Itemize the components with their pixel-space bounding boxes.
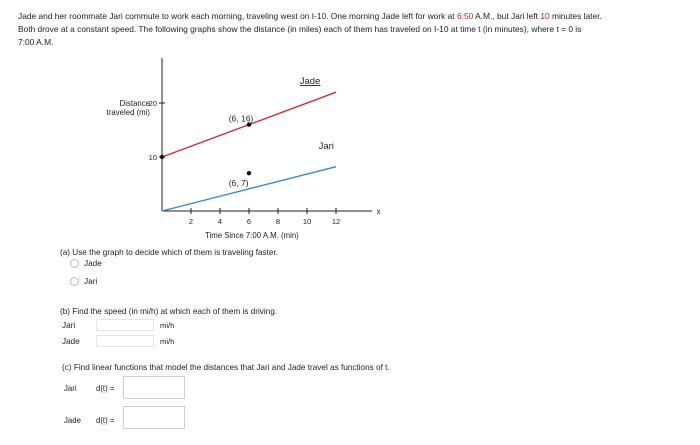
x-tick-label: 2 xyxy=(188,217,194,226)
intro-text: A.M., but Jari left xyxy=(473,11,541,21)
x-tick-label: 12 xyxy=(331,217,341,226)
series-label-jade: Jade xyxy=(299,76,321,88)
data-point xyxy=(247,171,251,175)
part-a-question: (a) Use the graph to decide which of them is traveling faster. xyxy=(60,248,278,257)
series-label-jari: Jari xyxy=(318,140,334,152)
distance-time-chart xyxy=(80,58,390,248)
radio-option-jari[interactable] xyxy=(70,277,97,286)
x-tick-label: 6 xyxy=(246,217,252,226)
speed-input-jari[interactable] xyxy=(96,319,154,331)
y-tick-label: 10 xyxy=(148,153,157,162)
point-label: (6, 7) xyxy=(228,178,249,189)
part-b-question: (b) Find the speed (in mi/h) at which each of them is driving. xyxy=(60,307,278,316)
intro-text: Jade and her roommate Jari commute to work each morning, traveling west on I-10. One morning Jade left for work at xyxy=(18,11,457,21)
part-c-question: (c) Find linear functions that model the distances that Jari and Jade travel as functions of t. xyxy=(62,363,390,372)
option-label: Jari xyxy=(84,277,98,286)
highlight-time: 6:50 xyxy=(456,11,474,21)
x-tick-label: 4 xyxy=(217,217,223,226)
y-tick-label: 20 xyxy=(148,99,157,108)
intro-line-2: Both drove at a constant speed. The following graphs show the distance (in miles) each of them has traveled on I-10 at time t (in minutes), where t = 0 is xyxy=(18,24,582,34)
x-axis-label: Time Since 7:00 A.M. (min) xyxy=(205,231,299,240)
y-axis-label: Distance xyxy=(119,99,150,108)
radio-button[interactable] xyxy=(70,277,79,286)
function-input-jade[interactable] xyxy=(123,406,185,429)
data-point xyxy=(160,155,164,159)
speed-label-jari: Jari xyxy=(62,321,76,330)
y-axis-label: traveled (mi) xyxy=(106,108,150,117)
function-expr-jade: d(t) = xyxy=(96,416,115,425)
function-input-jari[interactable] xyxy=(123,376,185,399)
radio-button[interactable] xyxy=(70,259,79,268)
intro-line-3: 7:00 A.M. xyxy=(18,37,54,47)
highlight-minutes: 10 xyxy=(540,11,550,21)
function-label-jade: Jade xyxy=(64,416,81,425)
x-tick-label: 8 xyxy=(275,217,281,226)
x-tick-label: 10 xyxy=(302,217,312,226)
function-expr-jari: d(t) = xyxy=(96,384,115,393)
intro-text: minutes later. xyxy=(549,11,602,21)
intro-line-1 xyxy=(18,10,698,23)
function-label-jari: Jari xyxy=(64,384,77,393)
problem-statement xyxy=(18,10,698,49)
speed-label-jade: Jade xyxy=(62,337,80,346)
radio-option-jade[interactable] xyxy=(70,259,102,268)
option-label: Jade xyxy=(84,259,102,268)
x-axis-letter: x xyxy=(376,207,381,216)
speed-input-jade[interactable] xyxy=(96,335,154,347)
speed-unit-jari: mi/h xyxy=(160,321,175,330)
speed-unit-jade: mi/h xyxy=(160,337,175,346)
point-label: (6, 16) xyxy=(228,113,254,124)
